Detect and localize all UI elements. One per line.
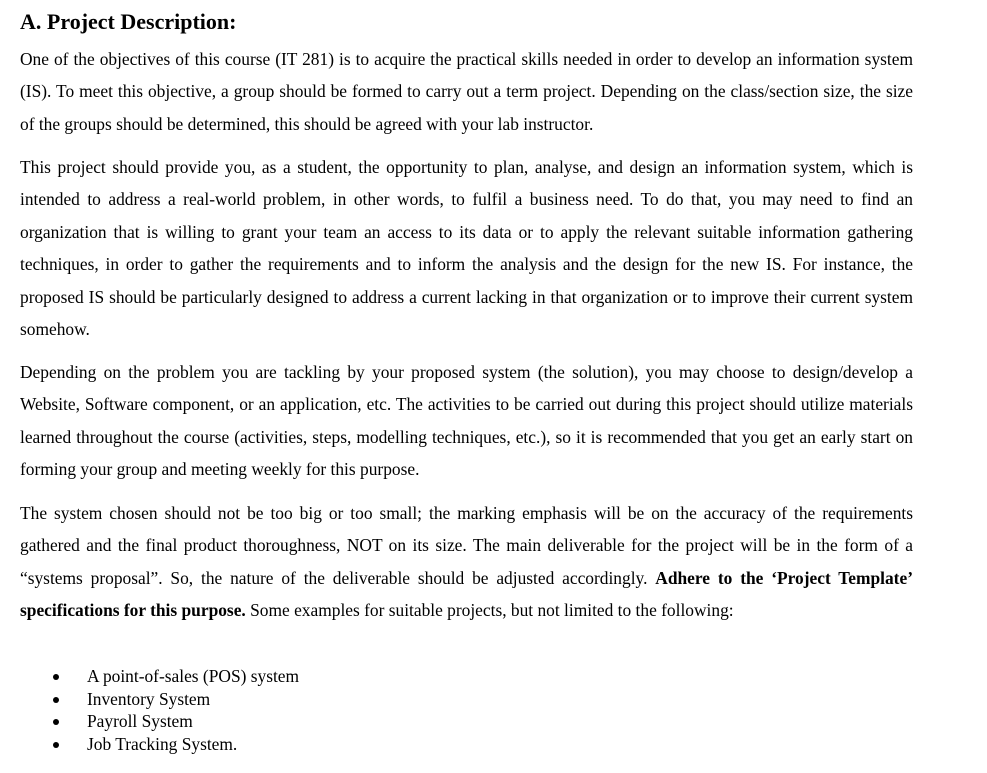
bullet-icon (53, 742, 59, 748)
scope-text-start: The system chosen should not be too big or too small; the marking emphasis will be on the accuracy of the requirements gathered and the final product thoroughness, NOT on its size. The main deliverable for the project will be in the form of a “systems proposal”. So, the nature of the deliverable should be adjusted accordingly. (20, 503, 913, 588)
list-item (48, 688, 299, 711)
paragraph-deliverable-type: Depending on the problem you are tackling by your proposed system (the solution), you may choose to design/develop a Website, Software component, or an application, etc. The activities to be carried out during this project should utilize materials learned throughout the course (activities, steps, modelling techniques, etc.), so it is recommended that you get an early start on forming your group and meeting weekly for this purpose. (20, 362, 913, 480)
template-emphasis: Adhere to the ‘Project Template’ specifications for this purpose. (20, 567, 913, 621)
list-item (48, 733, 299, 756)
list-item-text: Job Tracking System. (87, 733, 238, 754)
list-item (48, 665, 299, 688)
examples-list (48, 665, 299, 755)
paragraph-objectives: One of the objectives of this course (IT 281) is to acquire the practical skills needed in order to develop an information system (IS). To meet this objective, a group should be formed to carry out a term project. Depending on the class/section size, the size of the groups should be determined, this should be agreed with your lab instructor. (20, 49, 913, 134)
bullet-icon (53, 697, 59, 703)
section-heading: A. Project Description: (20, 9, 237, 34)
scope-text-end: Some examples for suitable projects, but not limited to the following: (250, 600, 734, 621)
list-item-text: A point-of-sales (POS) system (87, 666, 300, 686)
bullet-icon (53, 719, 59, 725)
list-item-text: Payroll System (87, 711, 193, 731)
paragraph-system-scope (20, 497, 913, 627)
list-item-text: Inventory System (87, 688, 211, 709)
bullet-icon (53, 674, 59, 680)
list-item (48, 710, 299, 733)
paragraph-opportunity: This project should provide you, as a student, the opportunity to plan, analyse, and design an information system, which is intended to address a real-world problem, in other words, to fulfil a business need. To do that, you may need to find an organization that is willing to grant your team an access to its data or to apply the relevant suitable information gathering techniques, in order to gather the requirements and to inform the analysis and the design for the new IS. For instance, the proposed IS should be particularly designed to address a current lacking in that organization or to improve their current system somehow. (20, 157, 913, 340)
